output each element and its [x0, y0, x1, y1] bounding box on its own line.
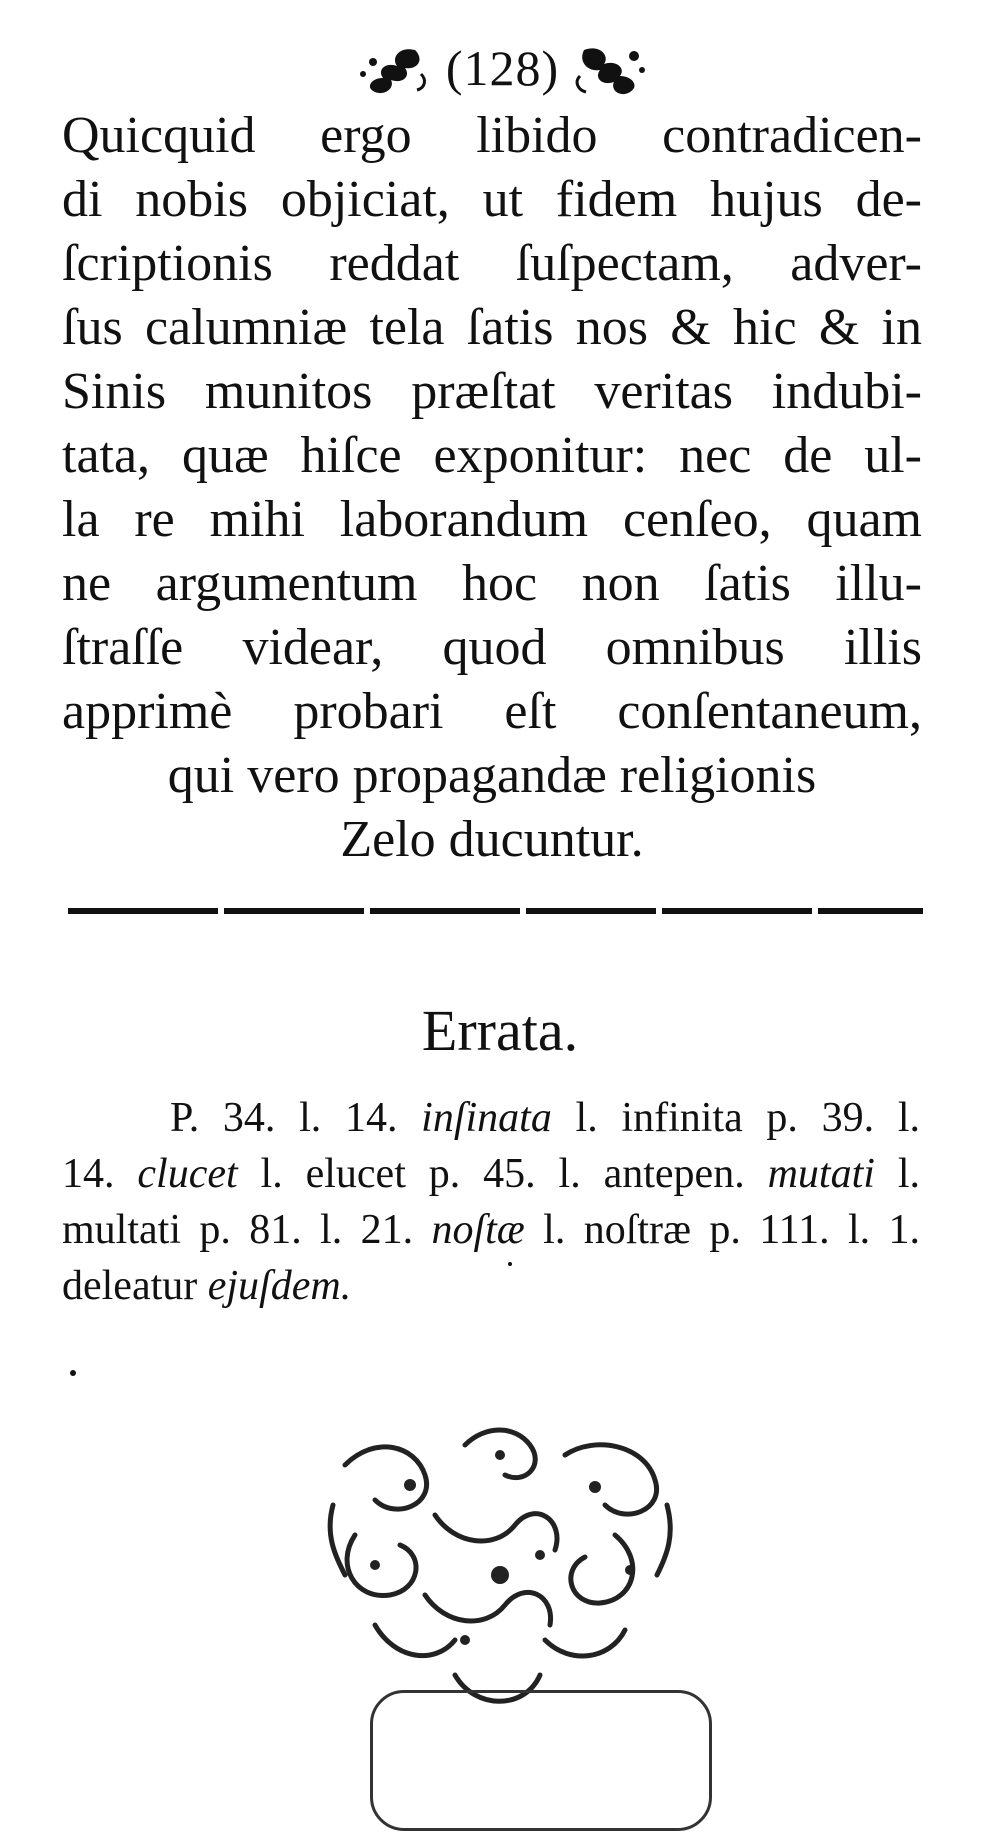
- right-fleuron-ornament: [570, 42, 650, 98]
- body-line: ſcriptionis reddat ſuſpectam, adver-: [62, 235, 922, 292]
- body-line: di nobis objiciat, ut fidem hujus de-: [62, 171, 922, 228]
- body-line: apprimè probari eſt conſentaneum,: [62, 683, 922, 740]
- body-line: ſus calumniæ tela ſatis nos & hic & in: [62, 299, 922, 356]
- body-line: Quicquid ergo libido contradicen-: [62, 107, 922, 164]
- body-line: ſtraſſe videar, quod omnibus illis: [62, 619, 922, 676]
- body-paragraph: [62, 104, 922, 872]
- errata-erroneous-word: clucet: [137, 1151, 238, 1197]
- body-line: Zelo ducuntur.: [340, 811, 644, 868]
- errata-text: multati p. 81. l. 21.: [62, 1207, 432, 1253]
- errata-line: [62, 1090, 920, 1146]
- body-line: ne argumentum hoc non ſatis illu-: [62, 555, 922, 612]
- page-header: [0, 36, 1000, 106]
- library-stamp-box: [370, 1690, 712, 1831]
- ink-speck: [508, 1262, 512, 1266]
- errata-list: [62, 1090, 920, 1314]
- errata-erroneous-word: noſtæ: [431, 1207, 525, 1253]
- errata-text: l.: [874, 1151, 920, 1197]
- body-line: qui vero propagandæ religionis: [167, 747, 817, 804]
- library-stamp-ornament: [315, 1425, 685, 1725]
- section-divider-rule: [68, 908, 923, 914]
- ink-speck: [70, 1370, 76, 1376]
- errata-line: [62, 1146, 920, 1202]
- body-line: tata, quæ hiſce exponitur: nec de ul-: [62, 427, 922, 484]
- errata-text: P. 34. l. 14.: [170, 1095, 422, 1141]
- errata-text: l. elucet p. 45. l. antepen.: [237, 1151, 768, 1197]
- errata-line: [62, 1202, 920, 1258]
- errata-line: [62, 1258, 920, 1314]
- errata-text: deleatur: [62, 1263, 208, 1309]
- errata-erroneous-word: mutati: [767, 1151, 875, 1197]
- errata-text: l. noſtræ p. 111. l. 1.: [524, 1207, 921, 1253]
- left-fleuron-ornament: [355, 44, 435, 96]
- errata-text: l. infinita p. 39. l.: [551, 1095, 920, 1141]
- body-line: la re mihi laborandum cenſeo, quam: [62, 491, 922, 548]
- errata-title: Errata.: [421, 998, 579, 1063]
- errata-erroneous-word: ejuſdem.: [207, 1263, 352, 1309]
- page-number: (128): [445, 40, 560, 96]
- body-line: Sinis munitos præſtat veritas indubi-: [62, 363, 922, 420]
- errata-text: 14.: [62, 1151, 138, 1197]
- errata-erroneous-word: inſinata: [421, 1095, 552, 1141]
